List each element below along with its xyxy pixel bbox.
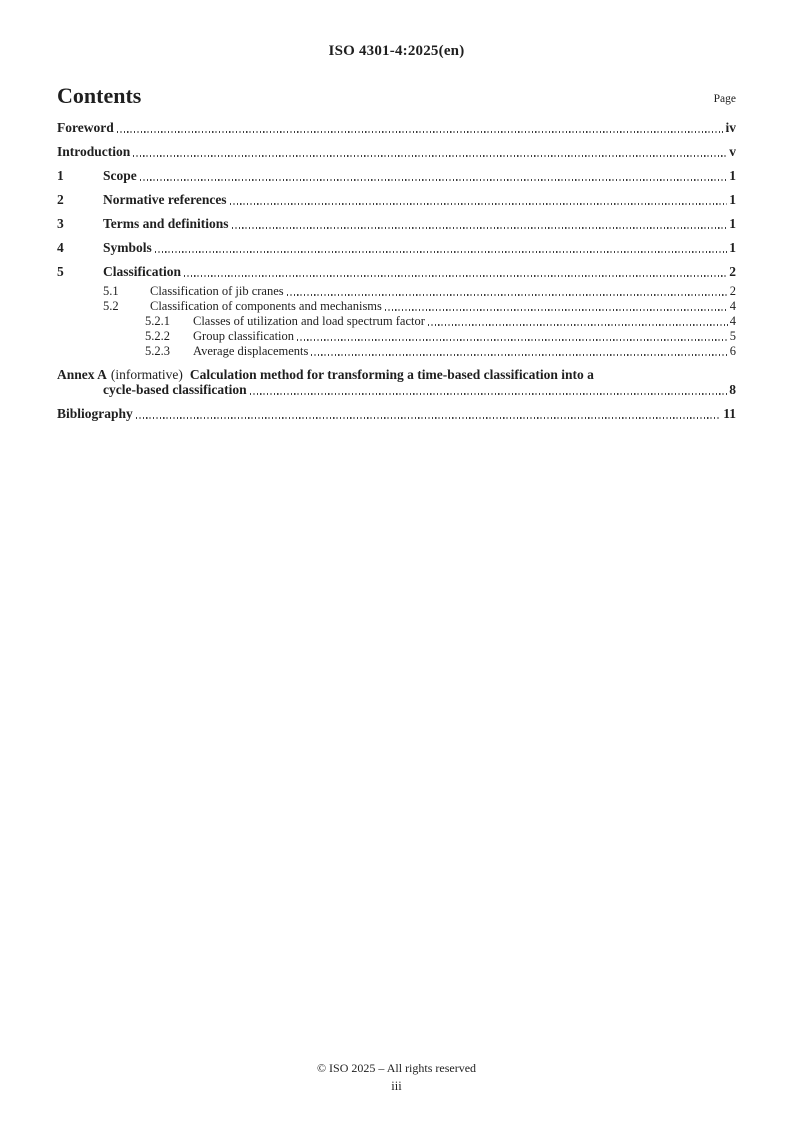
toc-entry-bibliography[interactable] — [57, 407, 736, 421]
toc-entry-5-1[interactable] — [103, 284, 736, 298]
toc-entry-page: 1 — [729, 168, 736, 183]
toc-entry-page: 1 — [729, 240, 736, 255]
toc-entry-label: Average displacements — [193, 344, 309, 358]
toc-entry-5-2[interactable] — [103, 299, 736, 313]
contents-title: Contents — [57, 83, 142, 108]
toc-leader — [385, 309, 728, 310]
toc-entry-1[interactable] — [57, 169, 736, 183]
toc-entry-page: 5 — [729, 329, 736, 343]
toc-entry-page: 4 — [729, 299, 736, 313]
toc-leader — [232, 227, 728, 228]
toc-entry-label: Classification of components and mechanisms — [150, 299, 382, 313]
annex-title-line2: cycle-based classification — [103, 382, 247, 397]
toc-entry-number: 5.2.2 — [145, 329, 170, 343]
toc-leader — [184, 275, 727, 276]
toc-leader — [428, 324, 728, 325]
toc-entry-number: 3 — [57, 216, 64, 231]
toc-entry-page: 8 — [729, 382, 736, 397]
toc-entry-page: 4 — [729, 314, 736, 328]
toc-entry-label: Scope — [103, 168, 137, 183]
toc-entry-page: 1 — [729, 192, 736, 207]
toc-entry-label: Normative references — [103, 192, 227, 207]
annex-informative-label: (informative) — [110, 367, 183, 382]
toc-entry-page: 1 — [729, 216, 736, 231]
toc-entry-label: Symbols — [103, 240, 152, 255]
toc-entry-label: Classification — [103, 264, 182, 279]
toc-leader — [140, 179, 728, 180]
toc-leader — [117, 131, 724, 132]
toc-entry-3[interactable] — [57, 217, 736, 231]
toc-entry-5-2-1[interactable] — [145, 314, 736, 328]
page-column-label: Page — [713, 93, 736, 105]
document-header-title: ISO 4301-4:2025(en) — [328, 43, 465, 59]
toc-entry-label: Group classification — [193, 329, 295, 343]
toc-entry-number: 5.2.3 — [145, 344, 170, 358]
toc-leader — [133, 155, 727, 156]
toc-entry-page: 2 — [729, 284, 736, 298]
toc-entry-number: 4 — [57, 240, 64, 255]
toc-entry-label: Introduction — [57, 144, 131, 159]
toc-leader — [311, 354, 727, 355]
contents-heading-row — [57, 84, 736, 107]
annex-prefix: Annex A — [57, 367, 107, 382]
toc-entry-number: 5.2.1 — [145, 314, 170, 328]
toc-entry-5-2-2[interactable] — [145, 329, 736, 343]
toc-entry-4[interactable] — [57, 241, 736, 255]
toc-entry-annex-a[interactable] — [57, 368, 736, 382]
document-footer — [0, 1061, 793, 1093]
toc-entry-label: Terms and definitions — [103, 216, 229, 231]
toc-entry-page: v — [729, 144, 736, 159]
toc-leader — [136, 417, 721, 418]
toc-entry-annex-a-continued[interactable] — [103, 383, 736, 397]
toc-entry-number: 2 — [57, 192, 64, 207]
toc-entry-page: 2 — [729, 264, 736, 279]
footer-page-number: iii — [391, 1079, 402, 1093]
toc-entry-label: Classification of jib cranes — [150, 284, 284, 298]
footer-copyright: © ISO 2025 – All rights reserved — [316, 1061, 477, 1075]
toc-entry-number: 5.2 — [103, 299, 119, 313]
toc-entry-label: Classes of utilization and load spectrum factor — [193, 314, 425, 328]
toc-leader — [287, 294, 728, 295]
toc-entry-2[interactable] — [57, 193, 736, 207]
toc-leader — [297, 339, 728, 340]
toc-entry-label: Bibliography — [57, 406, 133, 421]
toc-leader — [250, 393, 728, 394]
toc-entry-number: 1 — [57, 168, 64, 183]
toc-entry-number: 5 — [57, 264, 64, 279]
toc-entry-page: iv — [725, 120, 736, 135]
toc-entry-introduction[interactable] — [57, 145, 736, 159]
table-of-contents — [57, 121, 736, 421]
annex-title-line1: Calculation method for transforming a time-based classification into a — [189, 367, 594, 382]
toc-entry-label: Foreword — [57, 120, 114, 135]
toc-entry-page: 6 — [729, 344, 736, 358]
toc-leader — [230, 203, 728, 204]
toc-entry-foreword[interactable] — [57, 121, 736, 135]
toc-entry-page: 11 — [723, 406, 736, 421]
toc-entry-number: 5.1 — [103, 284, 119, 298]
toc-leader — [155, 251, 727, 252]
toc-entry-5-2-3[interactable] — [145, 344, 736, 358]
toc-entry-5[interactable] — [57, 265, 736, 279]
